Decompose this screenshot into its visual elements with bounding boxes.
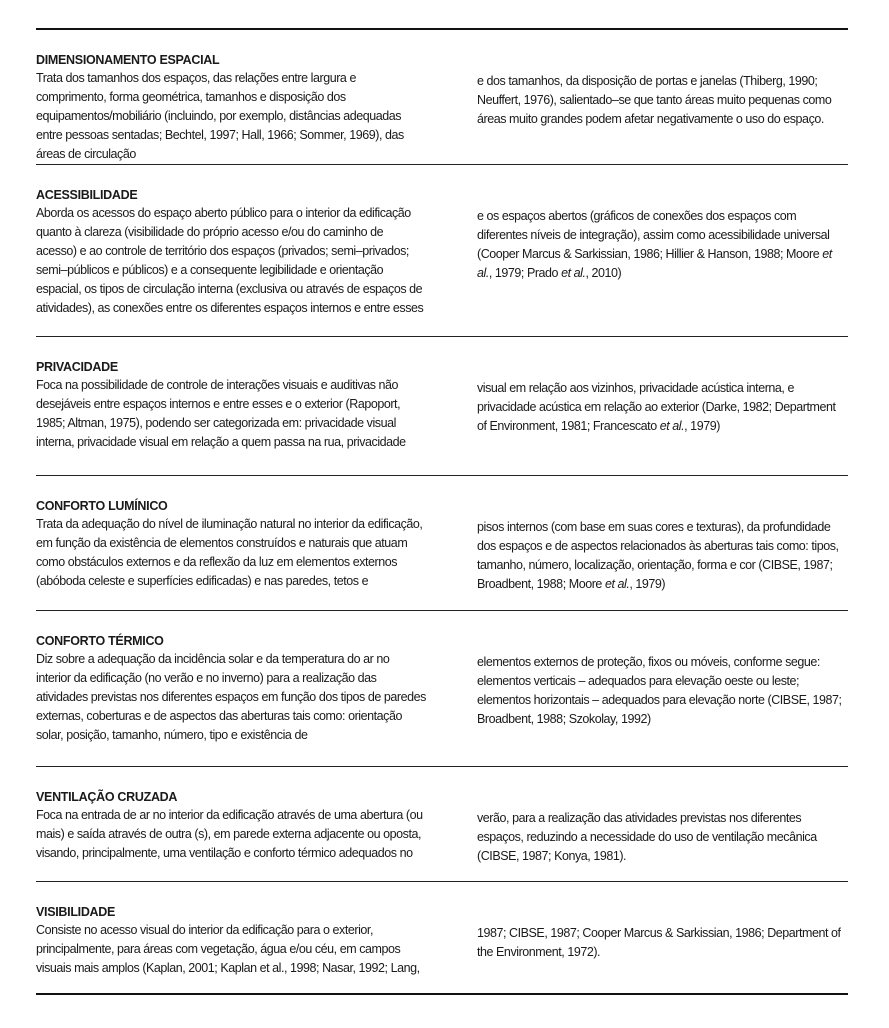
right-column [477, 165, 848, 336]
table-row-ventilacao-cruzada [36, 766, 848, 881]
table-row-dimensionamento-espacial [36, 30, 848, 164]
definition-text-right: e dos tamanhos, da disposição de portas e janelas (Thiberg, 1990; Neuffert, 1976), salientado–se que tanto áreas muito pequenas como áreas muito grandes podem afetar negativamente o uso do espaço. [477, 74, 832, 126]
right-column [477, 476, 848, 610]
definitions-table [36, 28, 848, 995]
table-row-conforto-luminico [36, 475, 848, 610]
definition-text-right: elementos externos de proteção, fixos ou móveis, conforme segue: elementos verticais – adequados para elevação oeste ou leste; elementos horizontais – adequados para elevação norte (CIBSE, 1987; Broadbent, 1988; Szokolay, 1992) [477, 655, 842, 726]
table-row-privacidade [36, 336, 848, 475]
left-column [36, 30, 426, 164]
definition-text-left: Diz sobre a adequação da incidência solar e da temperatura do ar no interior da edificação (no verão e no inverno) para a realização das atividades previstas nos diferentes espaços em função dos tipos de paredes externas, coberturas e de aspectos das aberturas tais como: orientação solar, posição, tamanho, número, tipo e existência de [36, 652, 426, 742]
right-column [477, 337, 848, 475]
left-column [36, 767, 426, 881]
definition-text-right: visual em relação aos vizinhos, privacidade acústica interna, e privacidade acústica em relação ao exterior (Darke, 1982; Department of Environment, 1981; Francescato et al., 1979) [477, 381, 836, 433]
left-column [36, 611, 426, 766]
left-column [36, 337, 426, 475]
definition-text-right: verão, para a realização das atividades previstas nos diferentes espaços, reduzindo a necessidade do uso de ventilação mecânica (CIBSE, 1987; Konya, 1981). [477, 811, 817, 863]
term-heading: ACESSIBILIDADE [36, 188, 138, 202]
definition-text-right: e os espaços abertos (gráficos de conexões dos espaços com diferentes níveis de integração), assim como acessibilidade universal (Cooper Marcus & Sarkissian, 1986; Hillier & Hanson, 1988; Moore et al., 1979; Prado et al., 2010) [477, 209, 832, 280]
right-column [477, 882, 848, 993]
right-column [477, 30, 848, 164]
table-row-visibilidade [36, 881, 848, 993]
definition-text-right: 1987; CIBSE, 1987; Cooper Marcus & Sarkissian, 1986; Department of the Environment, 1972). [477, 926, 841, 959]
left-column [36, 476, 426, 610]
table-row-acessibilidade [36, 164, 848, 336]
right-column [477, 611, 848, 766]
term-heading: DIMENSIONAMENTO ESPACIAL [36, 53, 220, 67]
term-heading: CONFORTO LUMÍNICO [36, 499, 168, 513]
definition-text-left: Foca na possibilidade de controle de interações visuais e auditivas não desejáveis entre espaços internos e entre esses e o exterior (Rapoport, 1985; Altman, 1975), podendo ser categorizada em: privacidade visual interna, privacidade visual em relação a quem passa na rua, privacidade [36, 378, 406, 449]
left-column [36, 165, 426, 336]
right-column [477, 767, 848, 881]
term-heading: PRIVACIDADE [36, 360, 118, 374]
left-column [36, 882, 426, 993]
term-heading: VENTILAÇÃO CRUZADA [36, 790, 178, 804]
term-heading: VISIBILIDADE [36, 905, 116, 919]
definition-text-left: Consiste no acesso visual do interior da edificação para o exterior, principalmente, para áreas com vegetação, água e/ou céu, em campos visuais mais amplos (Kaplan, 2001; Kaplan et al., 1998; Nasar, 1992; Lang, [36, 923, 420, 975]
definition-text-right: pisos internos (com base em suas cores e texturas), da profundidade dos espaços e de aspectos relacionados às aberturas tais como: tipos, tamanho, número, localização, orientação, forma e cor (CIBSE, 1987; Broadbent, 1988; Moore et al., 1979) [477, 520, 839, 591]
definition-text-left: Trata dos tamanhos dos espaços, das relações entre largura e comprimento, forma geométrica, tamanhos e disposição dos equipamentos/mobiliário (incluindo, por exemplo, distâncias adequadas entre pessoas sentadas; Bechtel, 1997; Hall, 1966; Sommer, 1969), das áreas de circulação [36, 71, 404, 161]
term-heading: CONFORTO TÉRMICO [36, 634, 164, 648]
definition-text-left: Aborda os acessos do espaço aberto público para o interior da edificação quanto à clareza (visibilidade do próprio acesso e/ou do caminho de acesso) e ao controle de território dos espaços (privados; semi–privados; semi–públicos e públicos) e a consequente legibilidade e orientação espacial, os tipos de circulação interna (exclusiva ou através de espaços de atividades), as conexões entre os diferentes espaços internos e entre esses [36, 206, 424, 315]
table-row-conforto-termico [36, 610, 848, 766]
definition-text-left: Trata da adequação do nível de iluminação natural no interior da edificação, em função da existência de elementos construídos e naturais que atuam como obstáculos externos e da reflexão da luz em elementos externos (abóboda celeste e superfícies edificadas) e nas paredes, tetos e [36, 517, 423, 588]
definition-text-left: Foca na entrada de ar no interior da edificação através de uma abertura (ou mais) e saída através de outra (s), em parede externa adjacente ou oposta, visando, principalmente, uma ventilação e conforto térmico adequados no [36, 808, 423, 860]
